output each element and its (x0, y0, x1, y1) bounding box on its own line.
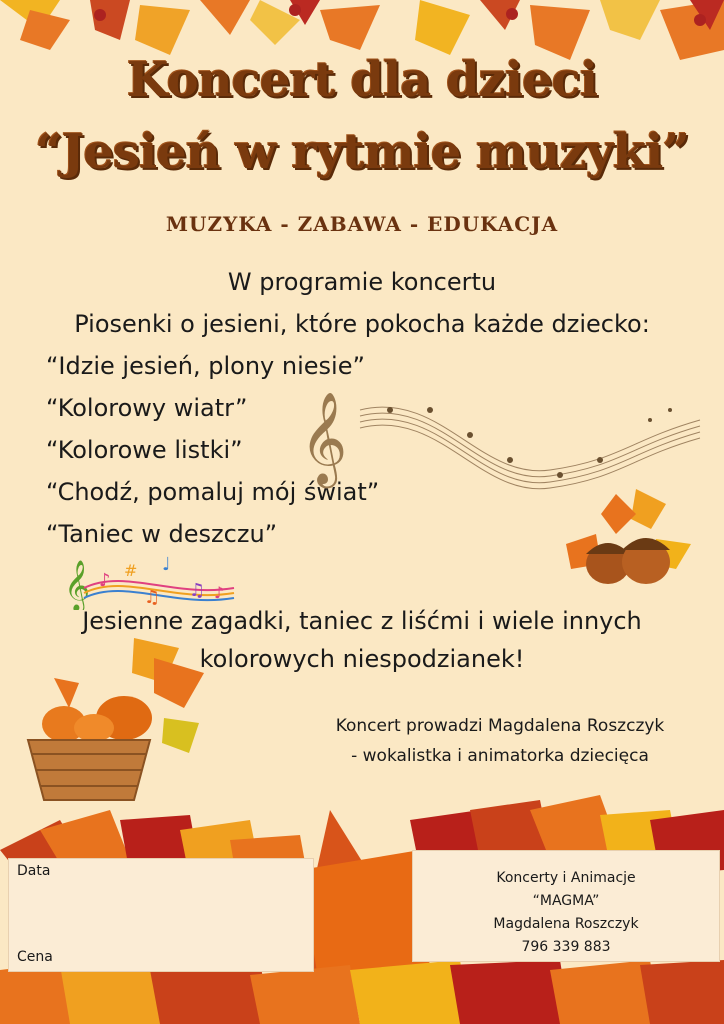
contact-info (413, 867, 719, 959)
title-line-2: “Jesień w rytmie muzyki” (35, 124, 689, 180)
svg-text:♩: ♩ (162, 554, 171, 575)
svg-text:#: # (124, 561, 138, 580)
contact-line-3: Magdalena Roszczyk (493, 916, 639, 932)
song-item: “Taniec w deszczu” (46, 520, 278, 548)
song-item: “Kolorowy wiatr” (46, 394, 248, 422)
program-intro: Piosenki o jesieni, które pokocha każde dziecko: (74, 310, 650, 338)
host-info (300, 711, 700, 771)
contact-box (412, 850, 720, 962)
svg-text:𝄞: 𝄞 (64, 560, 91, 610)
contact-phone: 796 339 883 (521, 939, 611, 955)
pumpkin-basket-decoration (14, 628, 214, 806)
svg-text:♪: ♪ (214, 583, 225, 602)
host-line-1: Koncert prowadzi Magdalena Roszczyk (335, 716, 665, 736)
program-heading: W programie koncertu (227, 268, 497, 296)
extras-line-1: Jesienne zagadki, taniec z liśćmi i wiele innych (82, 607, 642, 635)
song-item: “Idzie jesień, plony niesie” (46, 352, 365, 380)
date-price-box (8, 858, 314, 972)
host-line-2: - wokalistka i animatorka dziecięca (351, 746, 649, 766)
tagline: MUZYKA - ZABAWA - EDUKACJA (165, 212, 559, 236)
extras-line-2: kolorowych niespodzianek! (199, 645, 525, 673)
date-label: Data (17, 863, 51, 879)
price-label: Cena (17, 949, 53, 965)
svg-text:♫: ♫ (144, 587, 161, 608)
contact-line-2: “MAGMA” (532, 893, 600, 909)
colorful-notes-decoration (64, 548, 244, 610)
svg-text:♪: ♪ (99, 570, 111, 591)
contact-line-1: Koncerty i Animacje (496, 870, 636, 886)
song-item: “Chodź, pomaluj mój świat” (46, 478, 380, 506)
acorns-decoration (556, 484, 696, 594)
svg-text:𝄞: 𝄞 (300, 391, 348, 484)
song-item: “Kolorowe listki” (46, 436, 243, 464)
title-line-1: Koncert dla dzieci (126, 52, 598, 108)
svg-text:♫: ♫ (189, 580, 206, 601)
